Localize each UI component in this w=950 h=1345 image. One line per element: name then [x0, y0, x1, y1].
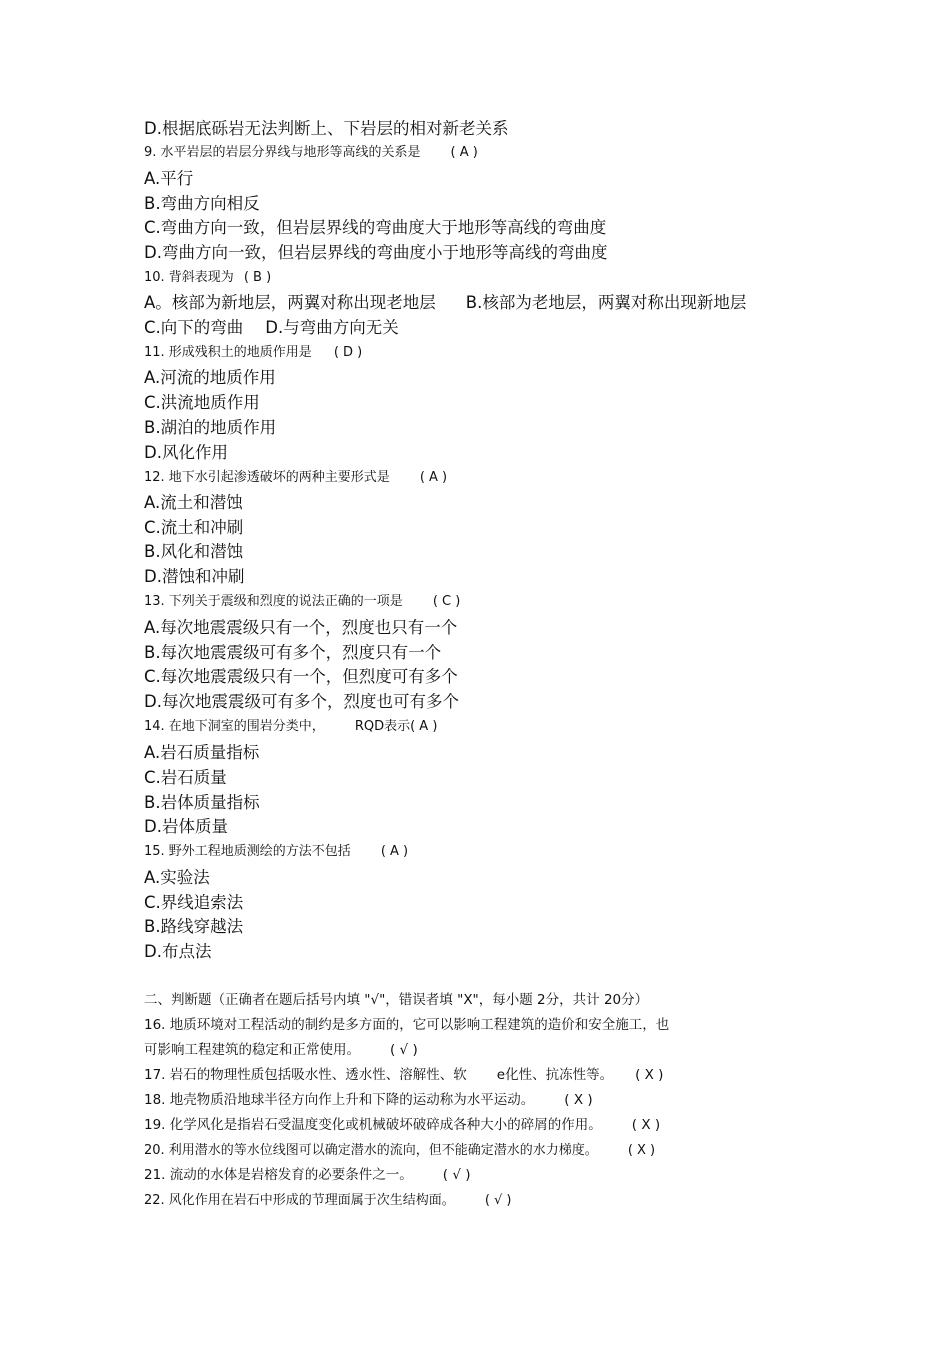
q13-answer: ( C ) [432, 594, 461, 609]
tf-q16-text: 可影响工程建筑的稳定和正常使用。 [144, 1042, 360, 1058]
tf-q16-answer: ( √ ) [390, 1042, 418, 1058]
tf-q17 [144, 1069, 663, 1083]
tf-q22-text: 22. 风化作用在岩石中形成的节理面属于次生结构面。 [144, 1193, 455, 1208]
q10-option-c: C.向下的弯曲 [144, 318, 244, 337]
q15-stem-line [144, 845, 408, 858]
q11-stem: 11. 形成残积土的地质作用是 [144, 345, 312, 360]
q12-stem: 12. 地下水引起渗透破坏的两种主要形式是 [144, 470, 390, 485]
tf-q21 [144, 1169, 470, 1183]
q9-stem: 9. 水平岩层的岩层分界线与地形等高线的关系是 [144, 145, 421, 160]
q14-option-b: B.岩体质量指标 [144, 793, 260, 812]
q15-option-b: B.路线穿越法 [144, 917, 244, 936]
tf-q18-text: 18. 地壳物质沿地球半径方向作上升和下降的运动称为水平运动。 [144, 1092, 535, 1108]
tf-q16-line2 [144, 1044, 418, 1058]
tf-q19 [144, 1119, 660, 1133]
q14-stem-tail: RQD表示 [354, 719, 411, 734]
q13-option-d: D.每次地震震级可有多个，烈度也可有多个 [144, 692, 459, 711]
q8-option-d: D.根据底砾岩无法判断上、下岩层的相对新老关系 [144, 119, 509, 138]
q11-option-d: D.风化作用 [144, 443, 228, 462]
tf-q17-answer: ( X ) [635, 1067, 664, 1083]
tf-q18 [144, 1094, 593, 1108]
q9-stem-line [144, 146, 478, 159]
q13-option-b: B.每次地震震级可有多个，烈度只有一个 [144, 643, 442, 662]
tf-q21-text: 21. 流动的水体是岩榕发育的必要条件之一。 [144, 1167, 413, 1183]
tf-q17-text-b: e化性、抗冻性等。 [496, 1067, 614, 1083]
q9-option-d: D.弯曲方向一致，但岩层界线的弯曲度小于地形等高线的弯曲度 [144, 243, 608, 262]
q13-option-c: C.每次地震震级只有一个，但烈度可有多个 [144, 667, 458, 686]
q13-option-a: A.每次地震震级只有一个，烈度也只有一个 [144, 618, 458, 637]
q9-answer: ( A ) [450, 145, 478, 160]
q10-option-a: A。核部为新地层，两翼对称出现老地层 [144, 293, 436, 312]
q13-stem: 13. 下列关于震级和烈度的说法正确的一项是 [144, 594, 403, 609]
q14-option-a: A.岩石质量指标 [144, 743, 260, 762]
section2-heading: 二、判断题（正确者在题后括号内填 "√"，错误者填 "X"，每小题 2分，共计 20分） [144, 992, 649, 1008]
q9-option-a: A.平行 [144, 169, 194, 188]
q15-option-a: A.实验法 [144, 868, 210, 887]
q11-stem-line [144, 346, 362, 359]
q12-option-b: B.风化和潜蚀 [144, 542, 244, 561]
q13-stem-line [144, 595, 460, 608]
q9-option-c: C.弯曲方向一致，但岩层界线的弯曲度大于地形等高线的弯曲度 [144, 218, 607, 237]
q10-options-row1 [144, 295, 746, 312]
q11-option-a: A.河流的地质作用 [144, 368, 276, 387]
tf-q17-text-a: 17. 岩石的物理性质包括吸水性、透水性、溶解性、软 [144, 1067, 467, 1083]
tf-q22 [144, 1194, 512, 1207]
q14-option-d: D.岩体质量 [144, 817, 228, 836]
tf-q19-answer: ( X ) [631, 1117, 661, 1133]
q15-stem: 15. 野外工程地质测绘的方法不包括 [144, 844, 351, 859]
q12-answer: ( A ) [419, 470, 448, 485]
q12-option-c: C.流土和冲刷 [144, 518, 244, 537]
q12-option-a: A.流土和潜蚀 [144, 493, 243, 512]
tf-q20-answer: ( X ) [627, 1143, 656, 1158]
q10-answer: ( B ) [243, 270, 272, 285]
tf-q21-answer: ( √ ) [442, 1167, 471, 1183]
q10-option-b: B.核部为老地层，两翼对称出现新地层 [465, 293, 747, 312]
q14-answer: ( A ) [410, 719, 438, 734]
tf-q22-answer: ( √ ) [484, 1193, 512, 1208]
q12-stem-line [144, 471, 447, 484]
q15-option-d: D.布点法 [144, 942, 212, 961]
tf-q20-text: 20. 利用潜水的等水位线图可以确定潜水的流向，但不能确定潜水的水力梯度。 [144, 1143, 598, 1158]
q11-answer: ( D ) [333, 345, 363, 360]
q14-option-c: C.岩石质量 [144, 768, 227, 787]
q9-option-b: B.弯曲方向相反 [144, 194, 260, 213]
q11-option-b: B.湖泊的地质作用 [144, 418, 277, 437]
q15-answer: ( A ) [380, 844, 409, 859]
q12-option-d: D.潜蚀和冲刷 [144, 567, 245, 586]
q10-option-d: D.与弯曲方向无关 [265, 318, 399, 337]
q15-option-c: C.界线追索法 [144, 893, 244, 912]
q14-stem: 14. 在地下洞室的围岩分类中， [144, 719, 325, 734]
q10-options-row2 [144, 320, 399, 337]
q10-stem-line [144, 271, 271, 284]
tf-q20 [144, 1144, 655, 1157]
q10-stem: 10. 背斜表现为 [144, 270, 234, 285]
q11-option-c: C.洪流地质作用 [144, 393, 260, 412]
tf-q18-answer: ( X ) [564, 1092, 593, 1108]
tf-q19-text: 19. 化学风化是指岩石受温度变化或机械破坏破碎成各种大小的碎屑的作用。 [144, 1117, 602, 1133]
tf-q16-line1: 16. 地质环境对工程活动的制约是多方面的，它可以影响工程建筑的造价和安全施工，也 [144, 1017, 670, 1033]
q14-stem-line [144, 720, 437, 733]
